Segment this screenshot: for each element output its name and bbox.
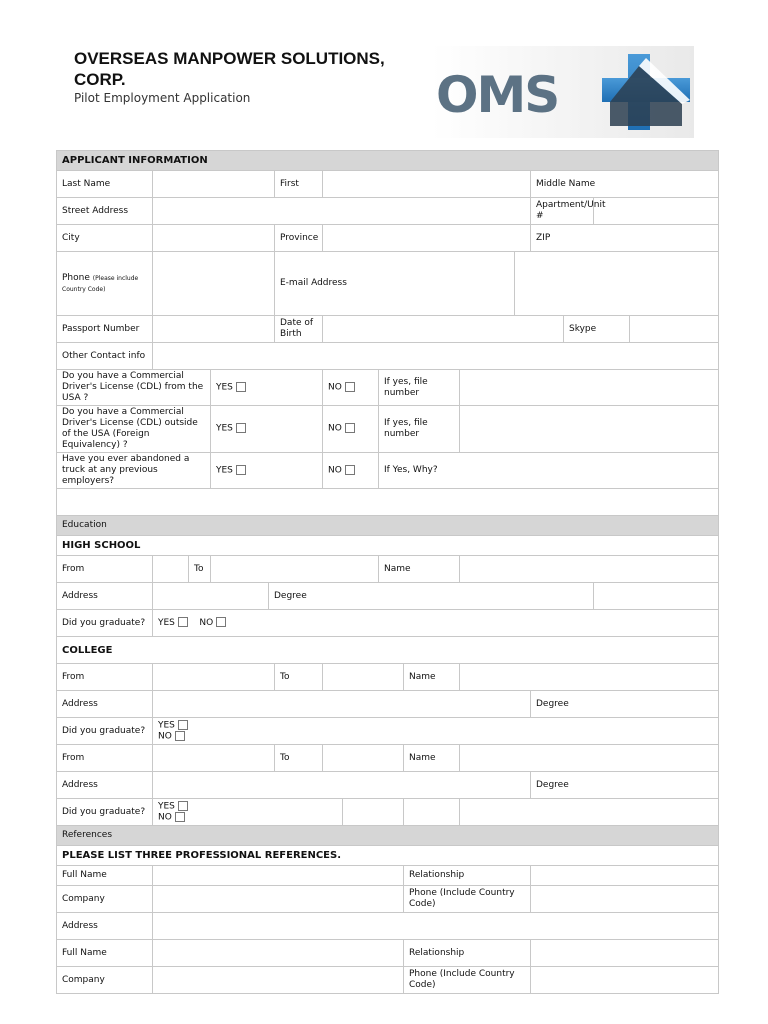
hs-degree-label: Degree (269, 583, 594, 610)
no-label: NO (328, 465, 342, 476)
cdl-usa-question: Do you have a Commercial Driver's License (CDL) from the USA ? (57, 370, 211, 406)
yes-label: YES (216, 382, 233, 393)
college-address-field[interactable] (153, 691, 531, 718)
phone-field[interactable] (153, 252, 275, 316)
college2-from-label: From (57, 745, 153, 772)
ref1-relationship-field[interactable] (531, 866, 719, 886)
skype-label: Skype (564, 316, 630, 343)
no-label: NO (158, 731, 172, 742)
college2-blank-a[interactable] (343, 799, 404, 826)
ref2-company-field[interactable] (153, 967, 404, 994)
form-subtitle: Pilot Employment Application (74, 91, 251, 105)
ref1-full-name-label: Full Name (57, 866, 153, 886)
hs-yes[interactable] (158, 618, 188, 628)
yes-label: YES (158, 720, 175, 730)
hs-from-field[interactable] (153, 556, 189, 583)
dob-field[interactable] (323, 316, 564, 343)
cdl-foreign-question: Do you have a Commercial Driver's License (CDL) outside of the USA (Foreign Equivalency) ? (57, 406, 211, 453)
ref1-address-label: Address (57, 913, 153, 940)
hs-to-field[interactable] (211, 556, 379, 583)
ref1-address-field[interactable] (153, 913, 719, 940)
email-label: E-mail Address (275, 252, 515, 316)
college2-to-field[interactable] (323, 745, 404, 772)
cdl-foreign-file-label: If yes, file number (379, 406, 460, 453)
college2-degree-label: Degree (531, 772, 719, 799)
apartment-field[interactable] (594, 198, 719, 225)
abandoned-why: If Yes, Why? (379, 453, 719, 489)
last-name-label: Last Name (57, 171, 153, 198)
college2-address-field[interactable] (153, 772, 531, 799)
checkbox[interactable] (345, 423, 355, 433)
cdl-usa-file-field[interactable] (460, 370, 719, 406)
hs-address-label: Address (57, 583, 153, 610)
college2-graduate-options (153, 799, 343, 826)
phone-label (57, 252, 153, 316)
application-form (56, 150, 719, 994)
hs-address-field[interactable] (153, 583, 269, 610)
college2-to-label: To (275, 745, 323, 772)
zip-label: ZIP (531, 225, 719, 252)
first-name-label: First (275, 171, 323, 198)
ref2-relationship-label: Relationship (404, 940, 531, 967)
college-heading: COLLEGE (57, 637, 719, 664)
college-address-label: Address (57, 691, 153, 718)
college-yes[interactable] (158, 720, 713, 732)
college-graduate-label: Did you graduate? (57, 718, 153, 745)
checkbox[interactable] (236, 465, 246, 475)
hs-name-field[interactable] (460, 556, 719, 583)
college2-no[interactable] (158, 812, 337, 824)
other-contact-field[interactable] (153, 343, 719, 370)
no-label: NO (199, 617, 214, 628)
yes-label: YES (216, 465, 233, 476)
city-label: City (57, 225, 153, 252)
college-to-label: To (275, 664, 323, 691)
college2-blank-b[interactable] (404, 799, 460, 826)
yes-label: YES (216, 423, 233, 434)
oms-logo (432, 46, 694, 138)
checkbox[interactable] (345, 382, 355, 392)
yes-label: YES (158, 617, 175, 628)
college-to-field[interactable] (323, 664, 404, 691)
college-name-field[interactable] (460, 664, 719, 691)
cdl-usa-no[interactable] (323, 370, 379, 406)
dob-label: Date of Birth (275, 316, 323, 343)
college-graduate-options (153, 718, 719, 745)
checkbox[interactable] (175, 812, 185, 822)
checkbox[interactable] (178, 720, 188, 730)
ref1-phone-label: Phone (Include Country Code) (404, 886, 531, 913)
high-school-heading: HIGH SCHOOL (57, 536, 719, 556)
last-name-field[interactable] (153, 171, 275, 198)
cdl-usa-yes[interactable] (211, 370, 323, 406)
yes-label: YES (158, 801, 175, 811)
college2-address-label: Address (57, 772, 153, 799)
skype-field[interactable] (630, 316, 719, 343)
street-address-field[interactable] (153, 198, 531, 225)
checkbox[interactable] (178, 801, 188, 811)
ref2-relationship-field[interactable] (531, 940, 719, 967)
hs-to-label: To (189, 556, 211, 583)
college-degree-label: Degree (531, 691, 719, 718)
hs-graduate-options (153, 610, 719, 637)
section-education: Education (57, 516, 719, 536)
company-name: OVERSEAS MANPOWER SOLUTIONS, CORP. (74, 49, 385, 89)
other-contact-label: Other Contact info (57, 343, 153, 370)
college2-name-field[interactable] (460, 745, 719, 772)
hs-graduate-label: Did you graduate? (57, 610, 153, 637)
college2-name-label: Name (404, 745, 460, 772)
college-from-label: From (57, 664, 153, 691)
college2-blank-c[interactable] (460, 799, 719, 826)
college-from-field[interactable] (153, 664, 275, 691)
college2-graduate-label: Did you graduate? (57, 799, 153, 826)
no-label: NO (328, 382, 342, 393)
ref2-phone-field[interactable] (531, 967, 719, 994)
ref1-relationship-label: Relationship (404, 866, 531, 886)
checkbox[interactable] (345, 465, 355, 475)
ref1-company-label: Company (57, 886, 153, 913)
cdl-usa-file-label: If yes, file number (379, 370, 460, 406)
checkbox[interactable] (175, 731, 185, 741)
section-references: References (57, 826, 719, 846)
checkbox[interactable] (178, 617, 188, 627)
checkbox[interactable] (236, 423, 246, 433)
no-label: NO (328, 423, 342, 434)
checkbox[interactable] (236, 382, 246, 392)
hs-no[interactable] (199, 618, 226, 628)
hs-degree-field[interactable] (594, 583, 719, 610)
section-applicant-information: APPLICANT INFORMATION (57, 151, 719, 171)
ref1-company-field[interactable] (153, 886, 404, 913)
passport-field[interactable] (153, 316, 275, 343)
middle-name-label: Middle Name (531, 171, 719, 198)
ref2-full-name-field[interactable] (153, 940, 404, 967)
first-name-field[interactable] (323, 171, 531, 198)
abandoned-no[interactable] (323, 453, 379, 489)
references-instruction: PLEASE LIST THREE PROFESSIONAL REFERENCES. (57, 846, 719, 866)
hs-name-label: Name (379, 556, 460, 583)
checkbox[interactable] (216, 617, 226, 627)
abandoned-question: Have you ever abandoned a truck at any previous employers? (57, 453, 211, 489)
phone-label-text: Phone (62, 272, 90, 283)
ref2-full-name-label: Full Name (57, 940, 153, 967)
phone-note: (Please include Country Code) (62, 274, 139, 293)
college2-yes[interactable] (158, 801, 337, 813)
no-label: NO (158, 812, 172, 823)
blank-row (57, 489, 719, 516)
cdl-foreign-file-field[interactable] (460, 406, 719, 453)
street-address-label: Street Address (57, 198, 153, 225)
svg-text:OMS: OMS (436, 66, 559, 124)
province-field[interactable] (323, 225, 531, 252)
abandoned-yes[interactable] (211, 453, 323, 489)
college2-from-field[interactable] (153, 745, 275, 772)
email-field[interactable] (515, 252, 719, 316)
college-name-label: Name (404, 664, 460, 691)
ref2-company-label: Company (57, 967, 153, 994)
cdl-foreign-no[interactable] (323, 406, 379, 453)
cdl-foreign-yes[interactable] (211, 406, 323, 453)
province-label: Province (275, 225, 323, 252)
college-no[interactable] (158, 731, 713, 743)
ref2-phone-label: Phone (Include Country Code) (404, 967, 531, 994)
hs-from-label: From (57, 556, 153, 583)
passport-label: Passport Number (57, 316, 153, 343)
city-field[interactable] (153, 225, 275, 252)
ref1-full-name-field[interactable] (153, 866, 404, 886)
apartment-label: Apartment/Unit # (531, 198, 594, 225)
ref1-phone-field[interactable] (531, 886, 719, 913)
